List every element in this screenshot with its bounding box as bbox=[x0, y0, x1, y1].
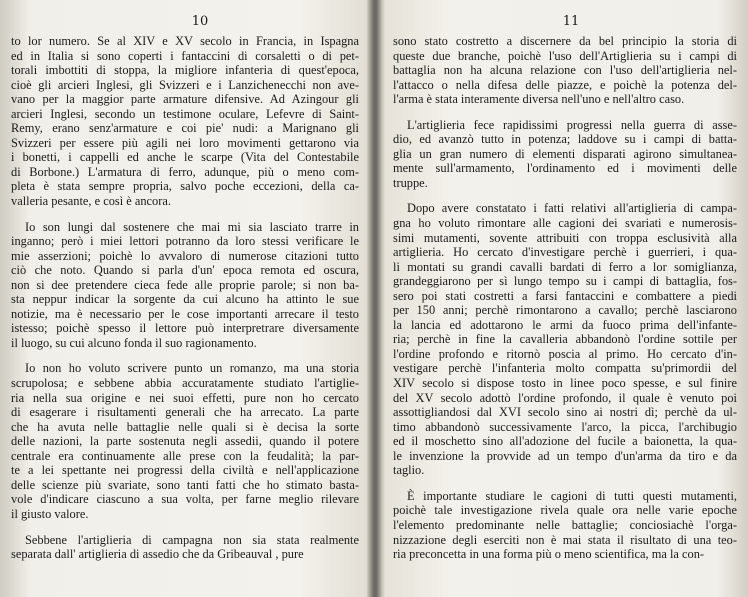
text-line: ed in Italia si sono coperti i fantaccini di corsaletti o di pet- bbox=[11, 48, 359, 63]
text-line: pleta è stata sempre propria, salvo poche eccezioni, della ca- bbox=[11, 179, 359, 194]
page-body bbox=[11, 34, 359, 562]
text-line: le invenzione la provvide ad un tempo d'un'arma da tiro e da bbox=[393, 448, 737, 463]
text-line: taglio. bbox=[393, 463, 425, 478]
text-line: centrale era continuamente alle prese con la feudalità; la par- bbox=[11, 448, 359, 463]
text-line: vestigare perchè l'infanteria molto compatta su'primordii del bbox=[393, 361, 737, 376]
text-line: queste due branche, poichè l'uso dell'Artiglieria su i campi di bbox=[393, 48, 737, 63]
text-line: la lancia ed adottarono le armi da fuoco prima dell'infante- bbox=[393, 317, 737, 332]
text-line: glia un gran numero di elementi disparati agirono simultanea- bbox=[393, 146, 737, 161]
text-line: ria preconcetta in una forma più o meno scientifica, ma la con- bbox=[393, 547, 705, 562]
text-line: li montati su grandi cavalli bardati di ferro a lor somiglianza, bbox=[393, 259, 737, 274]
text-line: l'elemento predominante nelle battaglie; conciosiachè l'orga- bbox=[393, 517, 737, 532]
text-line: Io son lungi dal sostenere che mai mi sia lasciato trarre in bbox=[25, 219, 359, 234]
text-line: to lor numero. Se al XIV e XV secolo in Francia, in Ispagna bbox=[11, 34, 359, 48]
paragraph bbox=[393, 118, 737, 191]
paragraph bbox=[11, 361, 359, 521]
text-line: L'artiglieria fece rapidissimi progressi nella guerra di asse- bbox=[407, 117, 737, 132]
text-line: Sebbene l'artiglieria di campagna non sia stata realmente bbox=[25, 532, 359, 547]
text-line: l'ordine profondo e ritornò poscia al primo. Ho cercato d'in- bbox=[393, 346, 737, 361]
text-line: XIV secolo si dispose tosto in linee poco spesse, e sul finire bbox=[393, 376, 737, 391]
text-line: torali imbottiti di stoppa, la migliore infanteria di quest'epoca, bbox=[11, 63, 359, 78]
text-line: istesso; poichè spesso il lettore può interpretrare diversamente bbox=[11, 321, 359, 336]
text-line: truppe. bbox=[393, 175, 428, 190]
paragraph bbox=[11, 220, 359, 351]
text-line: vano per la maggior parte armature difensive. Ad Azingour gli bbox=[11, 92, 359, 107]
text-line: vole d'indicare ciascuno a sua volta, per farne meglio rilevare bbox=[11, 492, 359, 507]
text-line: cioè gli arcieri Inglesi, gli Svizzeri e i Lanzichenecchi non ave- bbox=[11, 77, 359, 92]
text-line: dio, ed avanzò tutto in potenza; laddove su i campi di batta- bbox=[393, 132, 737, 147]
text-line: te a lei spettante nei progressi della civiltà e nell'applicazione bbox=[11, 463, 359, 478]
text-line: i bonetti, i cappelli ed anche le scarpe (Vita del Contestabile bbox=[11, 150, 359, 165]
text-line: non si dee pretendere cieca fede alle proprie parole; si non ba- bbox=[11, 277, 359, 292]
text-line: notizie, ma è necessario per le cose importanti arrecare il testo bbox=[11, 306, 359, 321]
text-line: artiglieria. Ho cercato d'investigare perchè i guerrieri, i qua- bbox=[393, 245, 737, 260]
text-line: per 150 anni; perchè rimontarono a cavallo; perchè lasciarono bbox=[393, 303, 737, 318]
paragraph bbox=[393, 34, 737, 107]
page-body bbox=[393, 34, 737, 562]
paragraph bbox=[393, 489, 737, 562]
text-line: grandeggiarono per sì lungo tempo su i campi di battaglia, fos- bbox=[393, 274, 737, 289]
text-line: gna ho voluto rimontare alle cagioni dei svariati e numerosis- bbox=[393, 216, 737, 231]
text-line: sono stato costretto a discernere da bel principio la storia di bbox=[393, 34, 737, 48]
text-line: simi mutamenti, sovente attribuiti con troppa esclusività alla bbox=[393, 230, 737, 245]
text-line: l'arma è stata interamente diversa nell'uno e nell'altro caso. bbox=[393, 92, 685, 107]
text-line: È importante studiare le cagioni di tutti questi mutamenti, bbox=[407, 488, 737, 503]
paragraph bbox=[11, 34, 359, 209]
text-line: sero poi stati costretti a farsi fantaccini e combattere a piedi bbox=[393, 288, 737, 303]
text-line: ed il moschetto sino all'adozione del fucile a baionetta, la qua- bbox=[393, 434, 737, 449]
text-line: mie asserzioni; poichè lo avvaloro di numerose citazioni tutto bbox=[11, 248, 359, 263]
text-line: battaglia non ha alcuna relazione con l'uso dell'artiglieria nel- bbox=[393, 63, 737, 78]
text-line: Svizzeri per essere più agili nei loro movimenti gettarono via bbox=[11, 135, 359, 150]
text-line: sta neppur indicar la sorgente da cui alcuno ha attinto le sue bbox=[11, 292, 359, 307]
text-line: Remy, erano senz'armature e coi pie' nudi: a Marignano gli bbox=[11, 121, 359, 136]
page-number: 11 bbox=[562, 14, 580, 29]
text-line: valleria pesante, e così è ancora. bbox=[11, 194, 171, 209]
text-line: l'attacco o nella difesa delle piazze, e poichè la potenza del- bbox=[393, 77, 737, 92]
text-line: timo abbandonò successivamente l'arco, la picca, l'archibugio bbox=[393, 419, 737, 434]
page-number: 10 bbox=[191, 14, 209, 29]
text-line: nizzazione degli eserciti non è mai stata il risultato di una teo- bbox=[393, 532, 737, 547]
text-line: delle nazioni, la parte sostenuta negli assedii, quando il potere bbox=[11, 434, 359, 449]
text-line: ciò che noto. Quando si parla d'un' epoca remota ed oscura, bbox=[11, 263, 359, 278]
text-line: assottigliandosi dal XVI secolo sino ai nostri dì; perchè da ul- bbox=[393, 405, 737, 420]
paragraph bbox=[393, 201, 737, 477]
text-line: ria; perchè in fine la cavalleria abbandonò l'ordine sottile per bbox=[393, 332, 737, 347]
text-line: poichè tale investigazione rivela quale ora nelle varie epoche bbox=[393, 503, 737, 518]
text-line: di Borbone.) L'armatura di ferro, adunque, più o meno com- bbox=[11, 164, 359, 179]
text-line: che ha avuta nelle battaglie nelle quali si è decisa la sorte bbox=[11, 419, 359, 434]
paragraph bbox=[11, 533, 359, 562]
text-line: scrupolosa; e sebbene abbia accuratamente studiato l'artiglie- bbox=[11, 376, 359, 391]
text-line: di esagerare i risultamenti generali che ha arrecato. La parte bbox=[11, 405, 359, 420]
text-line: del XV secolo adottò l'ordine profondo, il quale è venuto poi bbox=[393, 390, 737, 405]
text-line: il luogo, su cui alcuno fonda il suo ragionamento. bbox=[11, 335, 257, 350]
text-line: separata dall' artiglieria di assedio che da Gribeauval , pure bbox=[11, 547, 304, 562]
text-line: arcieri Inglesi, secondo un testimone oculare, Lefevre di Saint- bbox=[11, 106, 359, 121]
text-line: inganno; però i miei lettori potranno da loro stessi verificare le bbox=[11, 234, 359, 249]
text-line: Io non ho voluto scrivere punto un romanzo, ma una storia bbox=[25, 361, 359, 376]
text-line: mente sull'armamento, l'ordinamento ed i movimenti delle bbox=[393, 161, 737, 176]
text-line: delle scienze più svariate, sono tanti fatti che ho stimato basta- bbox=[11, 477, 359, 492]
text-line: ria nella sua origine e nei suoi effetti, pure non ho cercato bbox=[11, 390, 359, 405]
left-page bbox=[0, 0, 370, 597]
right-page bbox=[379, 0, 748, 597]
text-line: il giusto valore. bbox=[11, 506, 89, 521]
text-line: Dopo avere constatato i fatti relativi all'artiglieria di campa- bbox=[407, 201, 737, 216]
